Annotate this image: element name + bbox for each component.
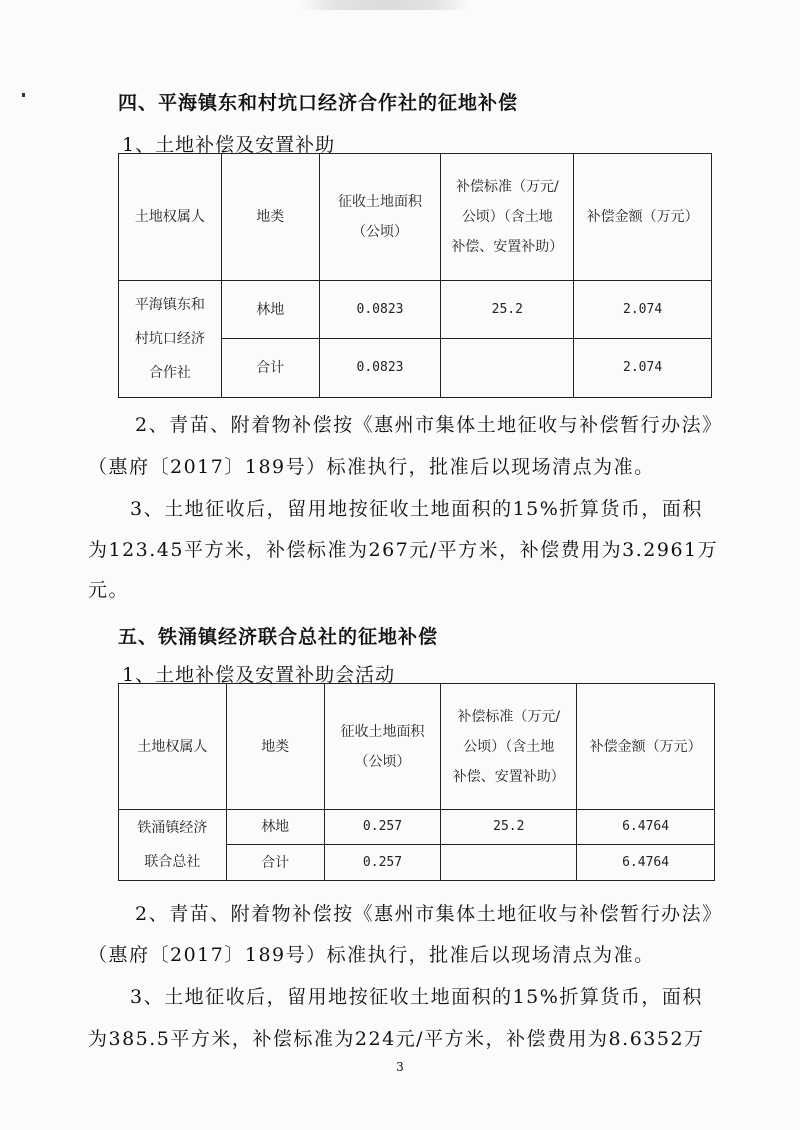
owner-line3: 合作社 (148, 365, 191, 381)
section5-para2-line1: 2、青苗、附着物补偿按《惠州市集体土地征收与补偿暂行办法》 (135, 903, 723, 925)
section5-para2-line2: （惠府〔2017〕189号）标准执行，批准后以现场清点为准。 (88, 944, 655, 966)
header-standard-line1: 补偿标准（万元/ (455, 179, 559, 195)
section5-table (118, 683, 715, 881)
header-amount: 补偿金额（万元） (577, 684, 715, 810)
page-number: 3 (396, 1060, 404, 1074)
section5-heading: 五、铁涌镇经济联合总社的征地补偿 (118, 626, 439, 648)
header-area-line2: （公顷） (354, 753, 411, 770)
header-standard-line3: 补偿、安置补助） (452, 768, 565, 785)
cell-area: 0.257 (324, 810, 441, 845)
table-row (119, 810, 715, 845)
section5-subheading: 1、土地补偿及安置补助会活动 (122, 664, 396, 686)
header-type: 地类 (226, 684, 324, 810)
cell-standard (441, 339, 574, 398)
cell-area: 0.257 (324, 845, 441, 881)
header-standard (441, 684, 577, 810)
section4-para2-line2: （惠府〔2017〕189号）标准执行，批准后以现场清点为准。 (88, 456, 655, 478)
cell-standard: 25.2 (441, 281, 574, 339)
scan-dot (22, 93, 25, 97)
cell-amount: 6.4764 (577, 845, 715, 881)
cell-area: 0.0823 (319, 281, 441, 339)
scan-artifact (300, 0, 470, 10)
header-area (319, 154, 441, 281)
header-area-line2: （公顷） (352, 224, 409, 240)
cell-standard: 25.2 (441, 810, 577, 845)
section4-para3-line3: 元。 (88, 579, 130, 601)
owner-line2: 联合总社 (144, 854, 201, 870)
cell-type: 林地 (226, 810, 324, 845)
header-standard (441, 154, 574, 281)
table-header-row (119, 684, 715, 810)
table-header-row (119, 154, 712, 281)
header-area-line1: 征收土地面积 (340, 723, 425, 740)
header-area (324, 684, 441, 810)
header-type: 地类 (221, 154, 319, 281)
cell-owner (119, 281, 222, 398)
cell-amount: 2.074 (574, 281, 712, 339)
owner-line1: 平海镇东和 (134, 297, 205, 313)
header-area-line1: 征收土地面积 (338, 194, 423, 210)
cell-type: 林地 (221, 281, 319, 339)
section4-para3-line2: 为123.45平方米，补偿标准为267元/平方米，补偿费用为3.2961万 (88, 539, 719, 561)
cell-amount: 6.4764 (577, 810, 715, 845)
section4-para3-line1: 3、土地征收后，留用地按征收土地面积的15%折算货币，面积 (130, 498, 703, 520)
header-standard-line2: 公顷）（含土地 (463, 738, 555, 755)
cell-type: 合计 (221, 339, 319, 398)
section4-para2-line1: 2、青苗、附着物补偿按《惠州市集体土地征收与补偿暂行办法》 (135, 414, 723, 436)
header-standard-line2: 公顷）（含土地 (461, 209, 553, 225)
header-standard-line1: 补偿标准（万元/ (457, 708, 561, 725)
cell-standard (441, 845, 577, 881)
section4-subheading: 1、土地补偿及安置补助 (122, 134, 336, 156)
cell-amount: 2.074 (574, 339, 712, 398)
cell-type: 合计 (226, 845, 324, 881)
header-owner: 土地权属人 (119, 154, 222, 281)
section4-table (118, 153, 712, 398)
section5-para3-line1: 3、土地征收后，留用地按征收土地面积的15%折算货币，面积 (130, 986, 703, 1008)
section4-heading: 四、平海镇东和村坑口经济合作社的征地补偿 (118, 92, 519, 114)
header-standard-line3: 补偿、安置补助） (451, 239, 564, 255)
owner-line2: 村坑口经济 (134, 331, 205, 347)
section5-para3-line2: 为385.5平方米，补偿标准为224元/平方米，补偿费用为8.6352万 (88, 1028, 705, 1050)
cell-area: 0.0823 (319, 339, 441, 398)
owner-line1: 铁涌镇经济 (137, 820, 208, 836)
table-row (119, 281, 712, 339)
header-owner: 土地权属人 (119, 684, 227, 810)
header-amount: 补偿金额（万元） (574, 154, 712, 281)
cell-owner (119, 810, 227, 881)
